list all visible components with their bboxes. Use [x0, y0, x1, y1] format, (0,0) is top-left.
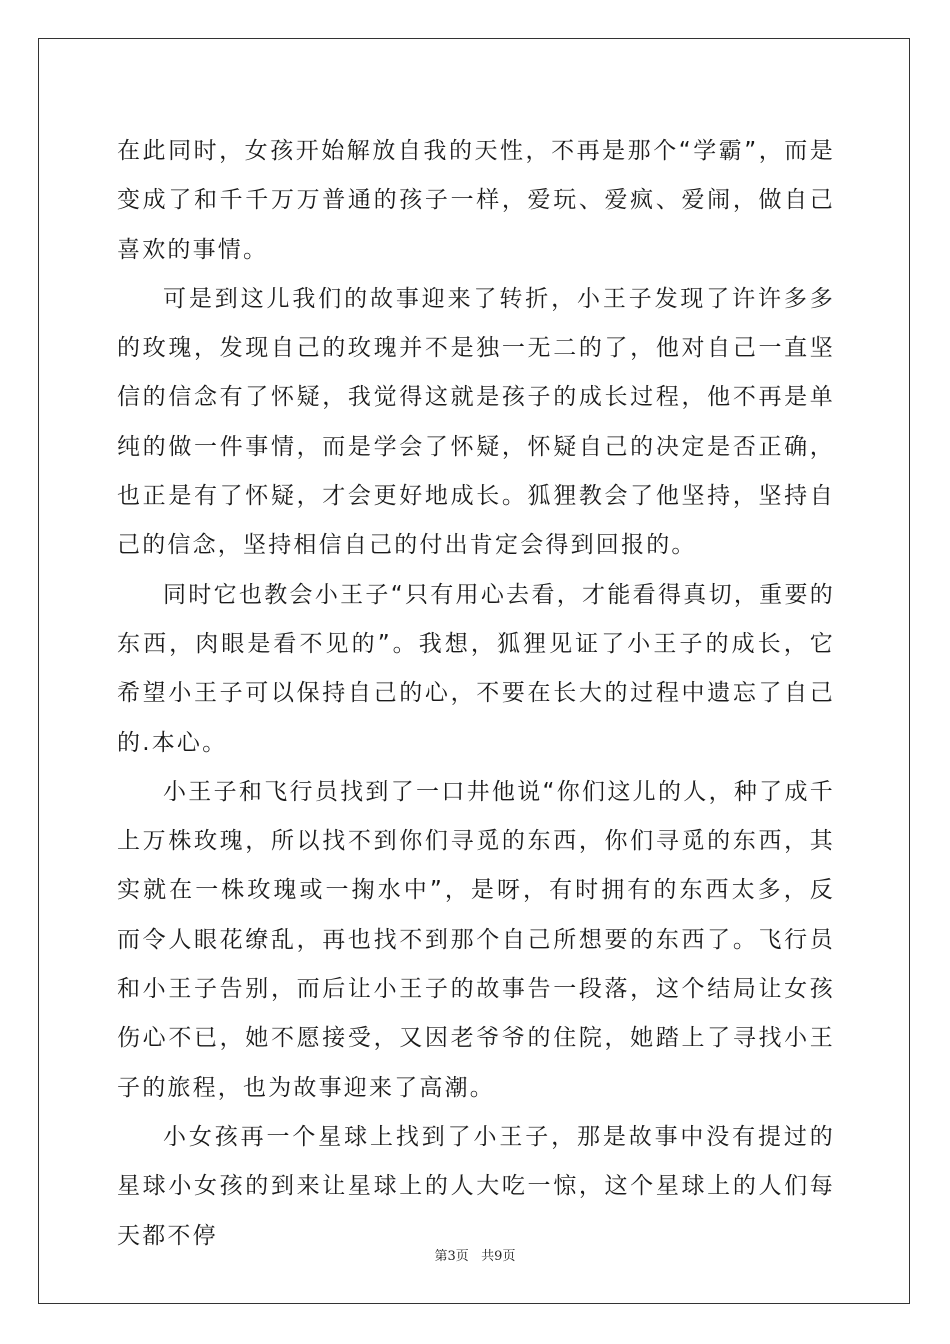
paragraph-5: 小女孩再一个星球上找到了小王子，那是故事中没有提过的星球小女孩的到来让星球上的人大吃一惊，这个星球上的人们每天都不停 [117, 1123, 835, 1249]
document-body [117, 127, 835, 1261]
paragraph-4: 小王子和飞行员找到了一口井他说“你们这儿的人，种了成千上万株玫瑰，所以找不到你们寻觅的东西，你们寻觅的东西，其实就在一株玫瑰或一掬水中”，是呀，有时拥有的东西太多，反而令人眼花缭乱，再也找不到那个自己所想要的东西了。飞行员和小王子告别，而后让小王子的故事告一段落，这个结局让女孩伤心不已，她不愿接受，又因老爷爷的住院，她踏上了寻找小王子的旅程，也为故事迎来了高潮。 [117, 778, 835, 1101]
paragraph-1: 在此同时，女孩开始解放自我的天性，不再是那个“学霸”，而是变成了和千千万万普通的孩子一样，爱玩、爱疯、爱闹，做自己喜欢的事情。 [117, 138, 835, 263]
page-number-label: 第3页 共9页 [434, 1249, 516, 1264]
paragraph-2: 可是到这儿我们的故事迎来了转折，小王子发现了许许多多的玫瑰，发现自己的玫瑰并不是独一无二的了，他对自己一直坚信的信念有了怀疑，我觉得这就是孩子的成长过程，他不再是单纯的做一件事情，而是学会了怀疑，怀疑自己的决定是否正确，也正是有了怀疑，才会更好地成长。狐狸教会了他坚持，坚持自己的信念，坚持相信自己的付出肯定会得到回报的。 [117, 285, 835, 559]
page-footer [0, 1245, 950, 1264]
paragraph-3: 同时它也教会小王子“只有用心去看，才能看得真切，重要的东西，肉眼是看不见的”。我想，狐狸见证了小王子的成长，它希望小王子可以保持自己的心，不要在长大的过程中遗忘了自己的.本心。 [117, 581, 835, 756]
